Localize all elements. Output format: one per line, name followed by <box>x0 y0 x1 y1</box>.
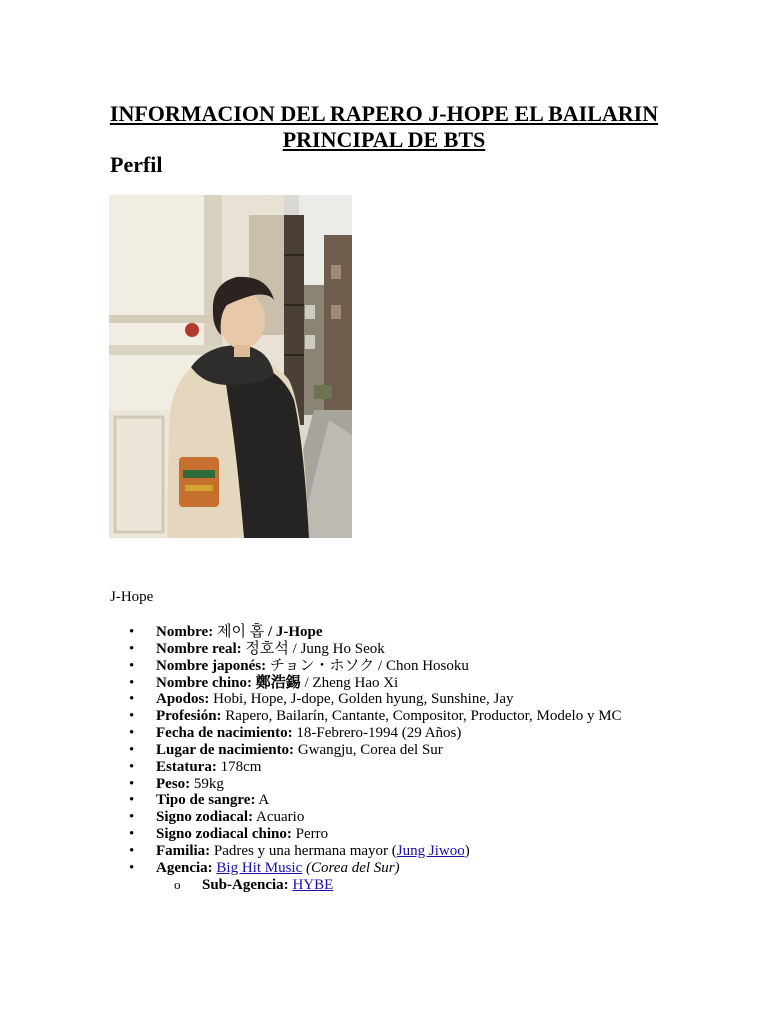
list-item-nombre <box>110 624 710 641</box>
value-signo-chino: Perro <box>295 826 329 843</box>
value-nombre-chino-hanzi: 鄭浩錫 <box>255 674 301 691</box>
list-item-sub-agencia <box>156 877 710 894</box>
label-estatura: Estatura: <box>156 758 217 775</box>
list-item-nombre-chino <box>110 675 710 692</box>
label-apodos: Apodos: <box>156 691 210 708</box>
document-title <box>100 101 668 153</box>
value-signo-zodiacal: Acuario <box>256 809 305 826</box>
profile-info-list <box>110 624 710 894</box>
label-nombre-real: Nombre real: <box>156 640 242 657</box>
label-nombre-japones: Nombre japonés: <box>156 657 267 674</box>
value-nombre-roman: / J-Hope <box>264 624 323 640</box>
label-fecha-nacimiento: Fecha de nacimiento: <box>156 725 293 742</box>
list-item-familia <box>110 843 710 860</box>
link-jung-jiwoo[interactable]: Jung Jiwoo <box>396 842 465 859</box>
section-heading-perfil: Perfil <box>110 152 163 177</box>
list-item-nombre-real <box>110 641 710 658</box>
value-estatura: 178cm <box>220 758 262 775</box>
value-familia-close: ) <box>464 842 470 859</box>
link-hybe[interactable]: HYBE <box>292 876 334 893</box>
list-item-estatura <box>110 759 710 776</box>
list-item-peso <box>110 776 710 793</box>
label-peso: Peso: <box>156 775 191 792</box>
value-tipo-sangre: A <box>258 792 270 809</box>
value-apodos: Hobi, Hope, J-dope, Golden hyung, Sunshine, Jay <box>213 691 514 708</box>
photo-caption: J-Hope <box>110 589 154 605</box>
label-lugar-nacimiento: Lugar de nacimiento: <box>156 741 295 758</box>
value-agencia-country: (Corea del Sur) <box>306 859 400 876</box>
portrait-photo <box>109 195 352 538</box>
value-nombre-hangul: 제이 홉 <box>216 624 265 640</box>
value-nombre-japones-roman: / Chon Hosoku <box>374 657 469 674</box>
link-big-hit-music[interactable]: Big Hit Music <box>216 859 303 876</box>
label-nombre-chino: Nombre chino: <box>156 674 252 691</box>
list-item-profesion <box>110 708 710 725</box>
value-nombre-real-roman: / Jung Ho Seok <box>288 640 385 657</box>
list-item-tipo-sangre <box>110 792 710 809</box>
list-item-agencia <box>110 860 710 894</box>
value-nombre-chino-roman: / Zheng Hao Xi <box>300 674 399 691</box>
title-line-1: INFORMACION DEL RAPERO J-HOPE EL BAILARIN <box>109 100 659 126</box>
label-signo-zodiacal: Signo zodiacal: <box>156 809 254 826</box>
value-fecha-nacimiento: 18-Febrero-1994 (29 Años) <box>296 725 462 742</box>
value-peso: 59kg <box>193 775 224 792</box>
list-item-apodos <box>110 691 710 708</box>
label-familia: Familia: <box>156 842 211 859</box>
value-nombre-real-hangul: 정호석 <box>245 640 289 657</box>
list-item-lugar-nacimiento <box>110 742 710 759</box>
value-familia: Padres y una hermana mayor ( <box>213 842 397 859</box>
list-item-signo-zodiacal <box>110 809 710 826</box>
label-profesion: Profesión: <box>156 708 222 725</box>
list-item-signo-chino <box>110 826 710 843</box>
value-nombre-japones-kana: チョン・ホソク <box>269 657 375 674</box>
list-item-fecha-nacimiento <box>110 725 710 742</box>
sub-list-agencia <box>156 877 710 894</box>
label-tipo-sangre: Tipo de sangre: <box>156 792 256 809</box>
list-item-nombre-japones <box>110 658 710 675</box>
label-agencia: Agencia: <box>156 859 213 876</box>
label-signo-chino: Signo zodiacal chino: <box>156 826 292 843</box>
label-nombre: Nombre: <box>156 624 214 640</box>
label-sub-agencia: Sub-Agencia: <box>202 876 289 893</box>
value-profesion: Rapero, Bailarín, Cantante, Compositor, Productor, Modelo y MC <box>225 708 622 725</box>
title-line-2: PRINCIPAL DE BTS <box>282 126 486 152</box>
value-lugar-nacimiento: Gwangju, Corea del Sur <box>297 741 443 758</box>
